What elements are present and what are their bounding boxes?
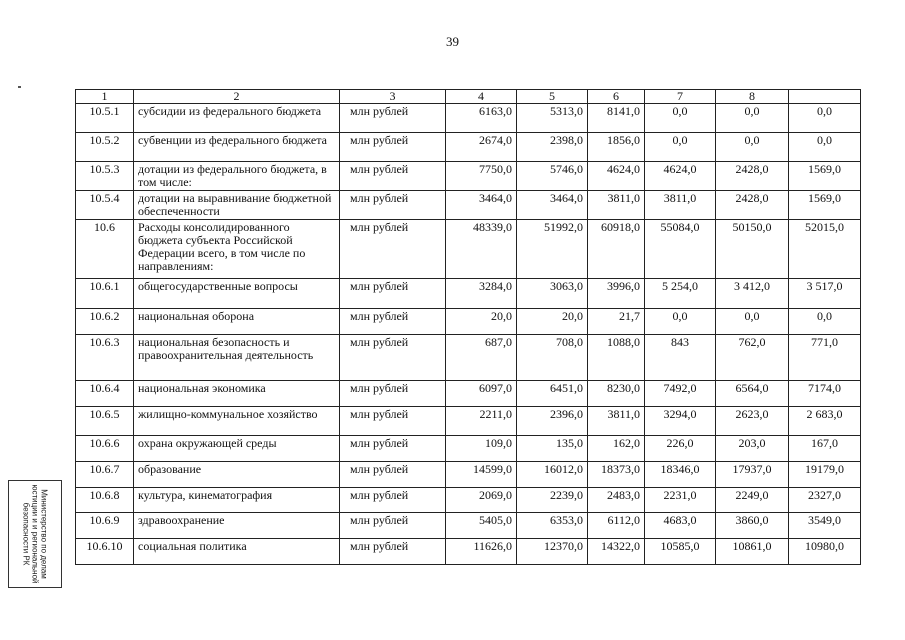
row-code: 10.5.1 [76, 104, 134, 133]
page-number: 39 [446, 34, 459, 49]
row-name: здравоохранение [134, 513, 340, 539]
row-value: 3860,0 [716, 513, 789, 539]
row-value: 2 683,0 [789, 407, 861, 436]
row-value: 5746,0 [517, 162, 588, 191]
row-value: 1088,0 [588, 335, 645, 381]
row-value: 3294,0 [645, 407, 716, 436]
table-row [76, 279, 861, 309]
row-value: 109,0 [446, 436, 517, 462]
column-header: 2 [134, 90, 340, 104]
row-value: 2396,0 [517, 407, 588, 436]
row-code: 10.6.4 [76, 381, 134, 407]
table-row [76, 462, 861, 488]
row-value: 2623,0 [716, 407, 789, 436]
row-code: 10.6.5 [76, 407, 134, 436]
row-name: Расходы консолидированного бюджета субъекта Российской Федерации всего, в том числе по направлениям: [134, 220, 340, 279]
table-row [76, 220, 861, 279]
row-unit: млн рублей [340, 191, 446, 220]
row-value: 55084,0 [645, 220, 716, 279]
row-value: 6451,0 [517, 381, 588, 407]
column-header: 7 [645, 90, 716, 104]
registration-stamp [8, 480, 62, 588]
row-name: субсидии из федерального бюджета [134, 104, 340, 133]
row-value: 2398,0 [517, 133, 588, 162]
row-value: 48339,0 [446, 220, 517, 279]
row-value: 5313,0 [517, 104, 588, 133]
row-code: 10.6 [76, 220, 134, 279]
row-value: 51992,0 [517, 220, 588, 279]
row-value: 7492,0 [645, 381, 716, 407]
table-row [76, 104, 861, 133]
row-unit: млн рублей [340, 104, 446, 133]
row-value: 12370,0 [517, 539, 588, 565]
row-value: 2674,0 [446, 133, 517, 162]
column-header: 4 [446, 90, 517, 104]
row-value: 6163,0 [446, 104, 517, 133]
table-row [76, 191, 861, 220]
row-value: 1569,0 [789, 162, 861, 191]
row-value: 3063,0 [517, 279, 588, 309]
row-code: 10.6.6 [76, 436, 134, 462]
row-value: 5405,0 [446, 513, 517, 539]
margin-mark [18, 86, 21, 88]
column-header: 3 [340, 90, 446, 104]
row-name: национальная экономика [134, 381, 340, 407]
row-unit: млн рублей [340, 462, 446, 488]
row-name: дотации из федерального бюджета, в том числе: [134, 162, 340, 191]
row-name: дотации на выравнивание бюджетной обеспеченности [134, 191, 340, 220]
row-value: 0,0 [789, 104, 861, 133]
row-name: субвенции из федерального бюджета [134, 133, 340, 162]
row-value: 0,0 [716, 104, 789, 133]
column-header: 1 [76, 90, 134, 104]
table-row [76, 539, 861, 565]
row-name: образование [134, 462, 340, 488]
row-value: 0,0 [645, 133, 716, 162]
row-name: общегосударственные вопросы [134, 279, 340, 309]
row-value: 20,0 [517, 309, 588, 335]
column-header: 6 [588, 90, 645, 104]
row-unit: млн рублей [340, 488, 446, 513]
row-value: 10861,0 [716, 539, 789, 565]
row-value: 0,0 [645, 309, 716, 335]
row-value: 18346,0 [645, 462, 716, 488]
row-value: 162,0 [588, 436, 645, 462]
row-value: 20,0 [446, 309, 517, 335]
row-unit: млн рублей [340, 335, 446, 381]
row-value: 16012,0 [517, 462, 588, 488]
row-value: 18373,0 [588, 462, 645, 488]
row-unit: млн рублей [340, 133, 446, 162]
row-value: 771,0 [789, 335, 861, 381]
row-value: 3464,0 [446, 191, 517, 220]
row-value: 3549,0 [789, 513, 861, 539]
row-value: 7750,0 [446, 162, 517, 191]
row-value: 2428,0 [716, 191, 789, 220]
row-value: 762,0 [716, 335, 789, 381]
row-unit: млн рублей [340, 539, 446, 565]
row-value: 17937,0 [716, 462, 789, 488]
row-name: национальная безопасность и правоохранительная деятельность [134, 335, 340, 381]
table-header-row [76, 90, 861, 104]
row-value: 8141,0 [588, 104, 645, 133]
row-code: 10.6.2 [76, 309, 134, 335]
row-name: охрана окружающей среды [134, 436, 340, 462]
row-name: культура, кинематография [134, 488, 340, 513]
row-value: 2069,0 [446, 488, 517, 513]
row-value: 14322,0 [588, 539, 645, 565]
column-header: 8 [716, 90, 789, 104]
row-value: 135,0 [517, 436, 588, 462]
row-unit: млн рублей [340, 309, 446, 335]
table-row [76, 309, 861, 335]
row-value: 3 517,0 [789, 279, 861, 309]
row-value: 3811,0 [588, 407, 645, 436]
row-unit: млн рублей [340, 220, 446, 279]
row-code: 10.6.1 [76, 279, 134, 309]
row-value: 21,7 [588, 309, 645, 335]
row-unit: млн рублей [340, 436, 446, 462]
row-code: 10.5.4 [76, 191, 134, 220]
row-value: 6353,0 [517, 513, 588, 539]
row-value: 226,0 [645, 436, 716, 462]
table-row [76, 335, 861, 381]
row-value: 2239,0 [517, 488, 588, 513]
stamp-text: Министерство по делам юстиции и и региональной безопасности РК [21, 484, 49, 584]
row-value: 5 254,0 [645, 279, 716, 309]
row-value: 708,0 [517, 335, 588, 381]
row-value: 2428,0 [716, 162, 789, 191]
row-value: 1569,0 [789, 191, 861, 220]
row-value: 10980,0 [789, 539, 861, 565]
row-value: 843 [645, 335, 716, 381]
row-value: 0,0 [645, 104, 716, 133]
row-value: 8230,0 [588, 381, 645, 407]
row-name: социальная политика [134, 539, 340, 565]
row-value: 4624,0 [645, 162, 716, 191]
row-code: 10.6.8 [76, 488, 134, 513]
row-value: 52015,0 [789, 220, 861, 279]
row-value: 2327,0 [789, 488, 861, 513]
row-value: 3 412,0 [716, 279, 789, 309]
table-row [76, 513, 861, 539]
row-value: 0,0 [789, 309, 861, 335]
row-code: 10.6.3 [76, 335, 134, 381]
table-row [76, 436, 861, 462]
row-value: 3811,0 [645, 191, 716, 220]
row-value: 2249,0 [716, 488, 789, 513]
row-value: 167,0 [789, 436, 861, 462]
row-code: 10.6.9 [76, 513, 134, 539]
row-value: 50150,0 [716, 220, 789, 279]
row-value: 2483,0 [588, 488, 645, 513]
row-value: 3811,0 [588, 191, 645, 220]
row-name: жилищно-коммунальное хозяйство [134, 407, 340, 436]
column-header [789, 90, 861, 104]
table-row [76, 488, 861, 513]
row-unit: млн рублей [340, 381, 446, 407]
row-value: 4683,0 [645, 513, 716, 539]
row-value: 687,0 [446, 335, 517, 381]
table-row [76, 133, 861, 162]
row-value: 6112,0 [588, 513, 645, 539]
row-code: 10.5.2 [76, 133, 134, 162]
row-value: 0,0 [716, 309, 789, 335]
table-row [76, 162, 861, 191]
column-header: 5 [517, 90, 588, 104]
row-value: 3996,0 [588, 279, 645, 309]
row-value: 11626,0 [446, 539, 517, 565]
budget-table [75, 89, 861, 565]
row-code: 10.6.10 [76, 539, 134, 565]
row-value: 19179,0 [789, 462, 861, 488]
row-unit: млн рублей [340, 162, 446, 191]
row-value: 4624,0 [588, 162, 645, 191]
row-unit: млн рублей [340, 279, 446, 309]
row-value: 2231,0 [645, 488, 716, 513]
table-row [76, 407, 861, 436]
row-value: 60918,0 [588, 220, 645, 279]
row-value: 14599,0 [446, 462, 517, 488]
row-value: 6564,0 [716, 381, 789, 407]
row-value: 10585,0 [645, 539, 716, 565]
row-value: 0,0 [789, 133, 861, 162]
row-value: 6097,0 [446, 381, 517, 407]
row-value: 3464,0 [517, 191, 588, 220]
row-name: национальная оборона [134, 309, 340, 335]
row-value: 2211,0 [446, 407, 517, 436]
row-value: 3284,0 [446, 279, 517, 309]
row-unit: млн рублей [340, 513, 446, 539]
row-value: 0,0 [716, 133, 789, 162]
row-value: 7174,0 [789, 381, 861, 407]
row-code: 10.6.7 [76, 462, 134, 488]
table-row [76, 381, 861, 407]
row-value: 1856,0 [588, 133, 645, 162]
row-code: 10.5.3 [76, 162, 134, 191]
row-value: 203,0 [716, 436, 789, 462]
row-unit: млн рублей [340, 407, 446, 436]
